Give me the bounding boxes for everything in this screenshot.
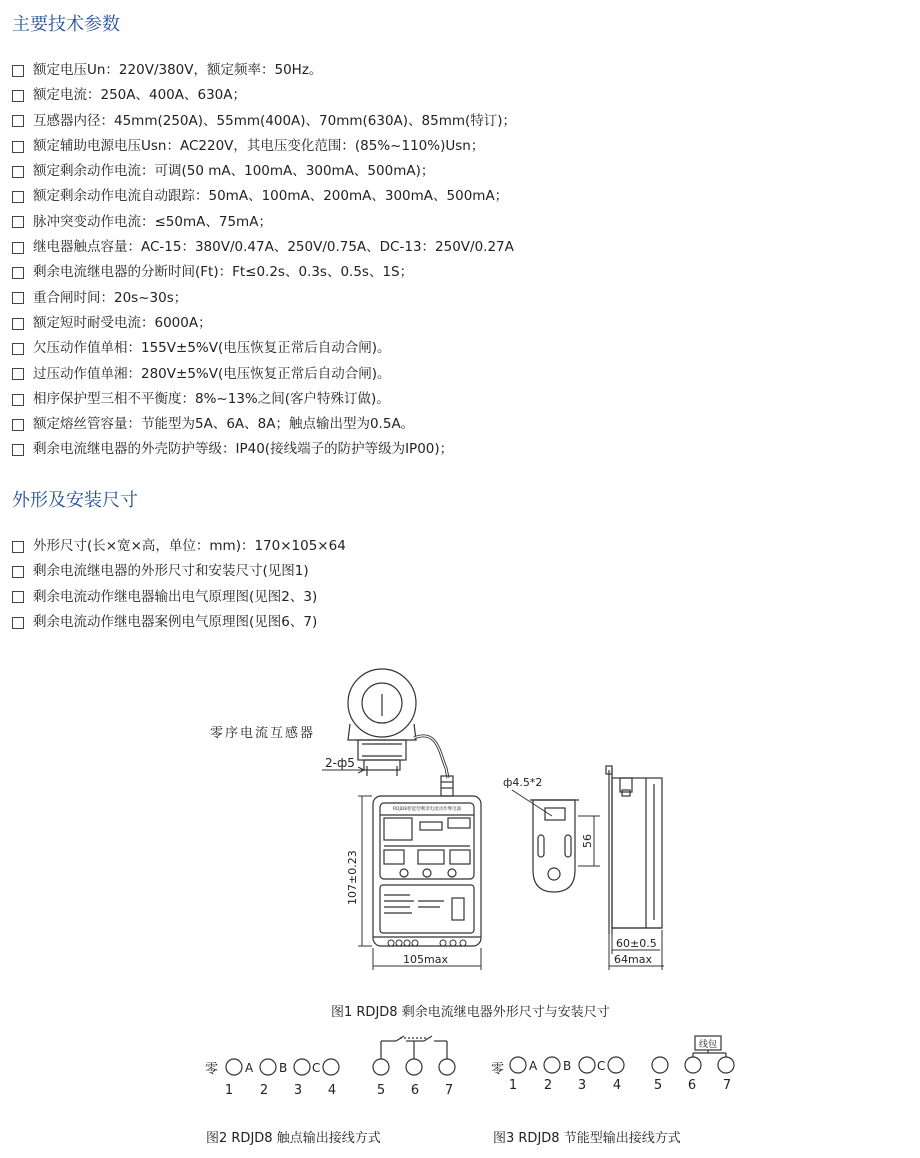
hole-label: 2-ф5 — [325, 756, 355, 770]
figure1-caption: 图1 RDJD8 剩余电流继电器外形尺寸与安装尺寸 — [331, 1005, 610, 1020]
checkbox-icon — [12, 566, 24, 578]
item-text: 剩余电流动作继电器案例电气原理图(见图6、7) — [33, 613, 318, 630]
item-text: 剩余电流继电器的外形尺寸和安装尺寸(见图1) — [33, 563, 309, 580]
checkbox-icon — [12, 318, 24, 330]
checkbox-icon — [12, 115, 24, 127]
list-item — [12, 585, 346, 610]
checkbox-icon — [12, 90, 24, 102]
fig3-num-6: 6 — [687, 1078, 697, 1093]
item-text: 额定辅助电源电压Usn：AC220V，其电压变化范围：(85%~110%)Usn； — [33, 137, 485, 154]
fig2-letter-b: B — [279, 1061, 288, 1075]
checkbox-icon — [12, 191, 24, 203]
item-text: 互感器内径：45mm(250A)、55mm(400A)、70mm(630A)、85mm(特订)； — [33, 112, 517, 129]
item-text: 过压动作值单湘：280V±5%V(电压恢复正常后自动合闸)。 — [33, 365, 391, 382]
list-item — [12, 286, 516, 311]
checkbox-icon — [12, 267, 24, 279]
item-text: 欠压动作值单相：155V±5%V(电压恢复正常后自动合闸)。 — [33, 340, 391, 357]
checkbox-icon — [12, 368, 24, 380]
fig3-fuse-label: 线包 — [698, 1040, 718, 1050]
list-item — [12, 412, 516, 437]
item-text: 外形尺寸(长×宽×高，单位：mm)：170×105×64 — [33, 538, 346, 554]
checkbox-icon — [12, 242, 24, 254]
bracket-dimensions — [512, 790, 600, 866]
fig2-num-5: 5 — [376, 1083, 386, 1098]
item-text: 剩余电流动作继电器输出电气原理图(见图2、3) — [33, 588, 318, 605]
dim56-label: 56 — [581, 834, 594, 848]
list-item — [12, 83, 516, 108]
list-item — [12, 109, 516, 134]
list-item — [12, 362, 516, 387]
fig3-letter-c: C — [597, 1059, 606, 1073]
fig3-num-1: 1 — [508, 1078, 518, 1093]
depth2-label: 64max — [614, 953, 652, 966]
checkbox-icon — [12, 343, 24, 355]
list-item — [12, 559, 346, 584]
list-item — [12, 437, 516, 462]
list-item — [12, 159, 516, 184]
checkbox-icon — [12, 419, 24, 431]
fig2-zero-label: 零 — [205, 1062, 219, 1077]
figure2-caption: 图2 RDJD8 触点输出接线方式 — [206, 1131, 381, 1146]
height-label: 107±0.23 — [346, 850, 359, 905]
specs-section-title: 主要技术参数 — [12, 14, 120, 35]
checkbox-icon — [12, 394, 24, 406]
list-item — [12, 311, 516, 336]
fig3-num-5: 5 — [653, 1078, 663, 1093]
checkbox-icon — [12, 292, 24, 304]
checkbox-icon — [12, 141, 24, 153]
mounting-bracket-drawing — [530, 800, 579, 892]
checkbox-icon — [12, 444, 24, 456]
fig2-letter-a: A — [245, 1061, 254, 1075]
list-item — [12, 387, 516, 412]
list-item — [12, 336, 516, 361]
fig3-zero-label: 零 — [491, 1062, 505, 1077]
item-text: 额定熔丝管容量：节能型为5A、6A、8A；触点输出型为0.5A。 — [33, 416, 415, 433]
list-item — [12, 58, 516, 83]
item-text: 重合闸时间：20s~30s； — [33, 289, 188, 306]
list-item — [12, 260, 516, 285]
list-item — [12, 184, 516, 209]
dims-section-title: 外形及安装尺寸 — [12, 490, 138, 511]
list-item — [12, 210, 516, 235]
list-item — [12, 610, 346, 635]
checkbox-icon — [12, 617, 24, 629]
fig3-num-3: 3 — [577, 1078, 587, 1093]
ct-label: 零序电流互感器 — [210, 726, 316, 741]
checkbox-icon — [12, 65, 24, 77]
fig3-num-4: 4 — [612, 1078, 622, 1093]
item-text: 额定剩余动作电流自动跟踪：50mA、100mA、200mA、300mA、500mA； — [33, 188, 509, 205]
checkbox-icon — [12, 166, 24, 178]
list-item — [12, 235, 516, 260]
item-text: 脉冲突变动作电流：≤50mA、75mA； — [33, 213, 272, 230]
figure3-caption: 图3 RDJD8 节能型输出接线方式 — [493, 1131, 681, 1146]
fig2-num-6: 6 — [410, 1083, 420, 1098]
dims-list — [12, 534, 346, 635]
fig2-num-2: 2 — [259, 1083, 269, 1098]
fig2-num-7: 7 — [444, 1083, 454, 1098]
fig3-num-2: 2 — [543, 1078, 553, 1093]
checkbox-icon — [12, 591, 24, 603]
item-text: 额定剩余动作电流：可调(50 mA、100mA、300mA、500mA)； — [33, 163, 435, 180]
width-label: 105max — [403, 953, 448, 966]
fig3-num-7: 7 — [722, 1078, 732, 1093]
depth1-label: 60±0.5 — [616, 937, 657, 950]
checkbox-icon — [12, 541, 24, 553]
fig3-letter-a: A — [529, 1059, 538, 1073]
terminals — [388, 940, 466, 946]
hole2-label: ф4.5*2 — [503, 776, 543, 789]
figure-drawings — [0, 650, 920, 1158]
figure2-diagram — [205, 1036, 455, 1098]
device-title: RDJD8智能型剩余电流动作继电器 — [392, 807, 462, 812]
current-transformer-drawing — [348, 669, 453, 796]
list-item — [12, 134, 516, 159]
figure3-diagram — [491, 1036, 734, 1093]
item-text: 额定短时耐受电流：6000A； — [33, 314, 212, 331]
fig2-letter-c: C — [312, 1061, 321, 1075]
item-text: 额定电流：250A、400A、630A； — [33, 87, 247, 104]
fig2-num-4: 4 — [327, 1083, 337, 1098]
item-text: 继电器触点容量：AC-15：380V/0.47A、250V/0.75A、DC-13：250V/0.27A — [33, 239, 514, 256]
item-text: 相序保护型三相不平衡度：8%~13%之间(客户特殊订做)。 — [33, 390, 390, 407]
item-text: 剩余电流继电器的外壳防护等级：IP40(接线端子的防护等级为IP00)； — [33, 441, 454, 458]
spec-list — [12, 58, 516, 463]
item-text: 额定电压Un：220V/380V，额定频率：50Hz。 — [33, 62, 323, 78]
fig2-num-3: 3 — [293, 1083, 303, 1098]
height-dimension — [358, 796, 372, 946]
checkbox-icon — [12, 216, 24, 228]
device-side-drawing — [606, 766, 662, 934]
fig2-num-1: 1 — [224, 1083, 234, 1098]
fig3-letter-b: B — [563, 1059, 572, 1073]
item-text: 剩余电流继电器的分断时间(Ft)：Ft≤0.2s、0.3s、0.5s、1S； — [33, 264, 414, 281]
list-item — [12, 534, 346, 559]
device-front-drawing — [373, 796, 481, 946]
